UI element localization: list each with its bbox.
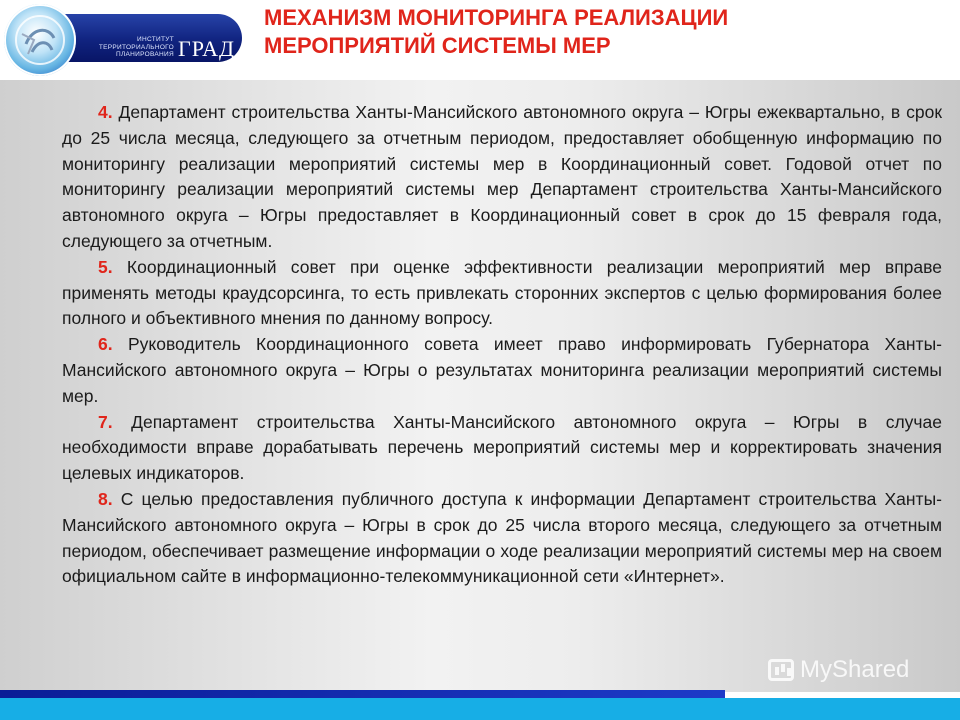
logo-subtitle-line: ПЛАНИРОВАНИЯ — [115, 51, 174, 58]
list-item — [62, 100, 942, 255]
list-item — [62, 332, 942, 409]
watermark — [768, 656, 909, 684]
watermark-text: MyShared — [800, 656, 910, 683]
item-number: 4. — [98, 102, 113, 122]
item-text: Координационный совет при оценке эффективности реализации мероприятий мер вправе применять методы краудсорсинга, то есть привлекать сторонних экспертов с целью формирования более полного и объективного мнения по данному вопросу. — [62, 256, 942, 329]
logo-subtitle-line: ИНСТИТУТ — [137, 36, 174, 43]
content-panel — [0, 80, 960, 692]
item-number: 6. — [98, 334, 113, 355]
logo-subtitle-line: ТЕРРИТОРИАЛЬНОГО — [98, 43, 174, 51]
slide-title-line: МЕХАНИЗМ МОНИТОРИНГА РЕАЛИЗАЦИИ — [264, 5, 729, 30]
item-text: Департамент строительства Ханты-Мансийского автономного округа – Югры в случае необходимости вправе дорабатывать перечень мероприятий системы мер и корректировать значения целевых индикаторов. — [62, 411, 942, 484]
slide-title — [264, 4, 944, 60]
presentation-icon — [768, 659, 794, 681]
footer-bar-cyan — [0, 698, 960, 720]
item-text: Руководитель Координационного совета имеет право информировать Губернатора Ханты-Мансийского автономного округа – Югры о результатах мониторинга реализации мероприятий системы мер. — [62, 334, 942, 406]
list-item — [62, 487, 942, 590]
item-text: Департамент строительства Ханты-Мансийского автономного округа – Югры ежеквартально, в срок до 25 числа месяца, следующего за отчетным периодом, предоставляет обобщенную информацию по мониторингу реализации мероприятий системы мер в Координационный совет. Годовой отчет по мониторингу реализации мероприятий системы мер Департамент строительства Ханты-Мансийского автономного округа – Югры предоставляет в Координационный совет в срок до 15 февраля года, следующего за отчетным. — [62, 102, 942, 251]
list-item — [62, 255, 942, 332]
logo-subtitle — [88, 36, 174, 59]
list-item — [62, 410, 942, 487]
logo-emblem-icon — [4, 4, 76, 76]
slide-header — [0, 0, 960, 75]
item-number: 8. — [98, 488, 113, 509]
item-text: С целью предоставления публичного доступа к информации Департамент строительства Ханты-Мансийского автономного округа – Югры в срок до 25 числа второго месяца, следующего за отчетным периодом, обеспечивает размещение информации о ходе реализации мероприятий системы мер на своем официальном сайте в информационно-телекоммуникационной сети «Интернет». — [62, 488, 942, 587]
item-number: 7. — [98, 411, 113, 432]
item-number: 5. — [98, 256, 113, 277]
slide-title-line: МЕРОПРИЯТИЙ СИСТЕМЫ МЕР — [264, 33, 611, 58]
content-body — [62, 100, 942, 590]
logo-name: ГРАД — [178, 36, 236, 61]
footer-bar-blue — [0, 690, 725, 698]
